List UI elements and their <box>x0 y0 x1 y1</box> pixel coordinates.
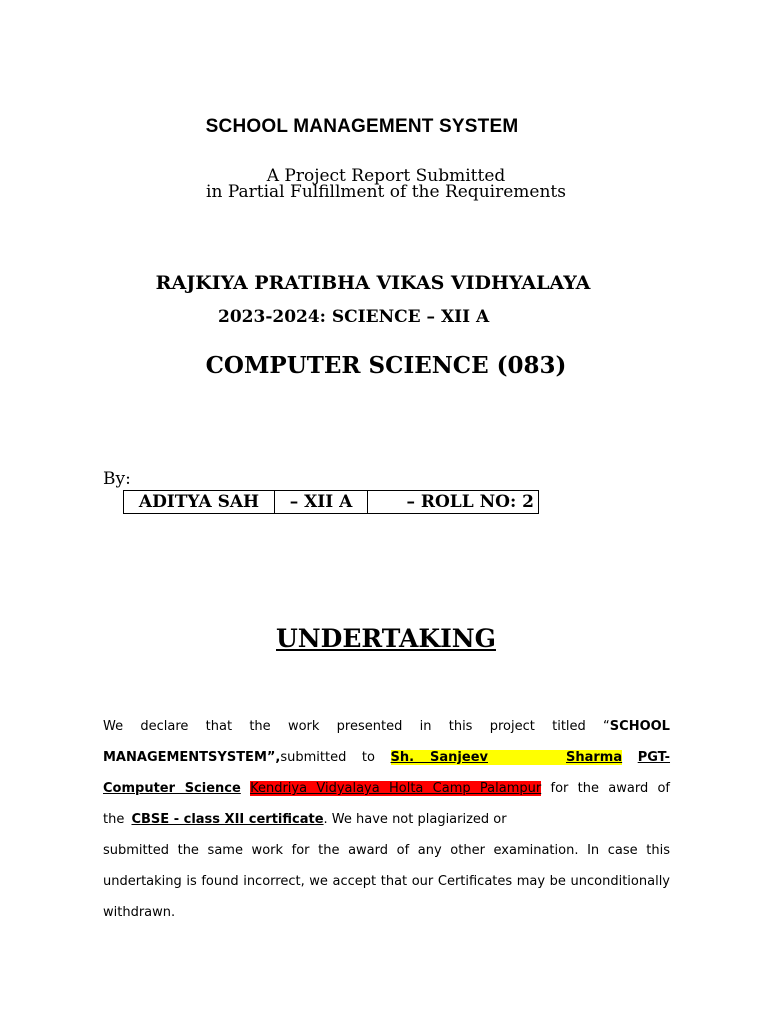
para-text: . We have not plagiarized or <box>323 812 507 827</box>
teacher-designation: PGT- <box>637 750 671 765</box>
para-line-4 <box>103 806 670 837</box>
student-table <box>123 490 539 514</box>
teacher-name: Sh. Sanjeev Sharma <box>390 750 623 765</box>
subtitle-line-2: in Partial Fulfillment of the Requirements <box>206 182 566 202</box>
para-word: project <box>489 719 535 734</box>
project-title-start: SCHOOL <box>609 719 670 734</box>
para-word: that the <box>205 719 271 734</box>
subject-title: COMPUTER SCIENCE (083) <box>205 352 567 379</box>
student-roll: – ROLL NO: 2 <box>368 491 539 514</box>
para-line-1 <box>103 713 670 744</box>
para-word: in <box>419 719 432 734</box>
para-line-5: submitted the same work for the award of any other examination. In case this <box>103 843 670 858</box>
para-word: declare <box>140 719 189 734</box>
para-line-6: undertaking is found incorrect, we accept that our Certificates may be unconditionally <box>103 874 670 889</box>
para-text: submitted to <box>280 750 375 765</box>
student-class: – XII A <box>275 491 368 514</box>
session-class: 2023-2024: SCIENCE – XII A <box>218 307 490 327</box>
certificate-name: CBSE - class XII certificate <box>131 812 324 827</box>
para-text: for the award of <box>550 781 670 796</box>
school-name: RAJKIYA PRATIBHA VIKAS VIDHYALAYA <box>155 272 591 294</box>
table-row <box>124 491 539 514</box>
para-word: work <box>287 719 320 734</box>
para-word: We <box>103 719 124 734</box>
undertaking-paragraph <box>103 713 670 930</box>
undertaking-heading: UNDERTAKING <box>276 624 496 653</box>
para-word: presented <box>336 719 403 734</box>
para-text: the <box>103 812 125 827</box>
para-word: this <box>448 719 473 734</box>
by-label: By: <box>103 469 131 489</box>
report-title: SCHOOL MANAGEMENT SYSTEM <box>205 116 519 137</box>
para-line-3 <box>103 775 670 806</box>
subtitle-line-1: A Project Report Submitted <box>266 166 506 186</box>
project-title-end: MANAGEMENTSYSTEM”, <box>103 750 281 765</box>
school-highlight: Kendriya Vidyalaya Holta Camp Palampur <box>250 781 542 796</box>
para-line-2 <box>103 744 670 775</box>
para-line-7: withdrawn. <box>103 905 176 920</box>
student-name: ADITYA SAH <box>124 491 275 514</box>
para-word: titled “ <box>552 719 610 734</box>
teacher-designation-cont: Computer Science <box>103 781 241 796</box>
